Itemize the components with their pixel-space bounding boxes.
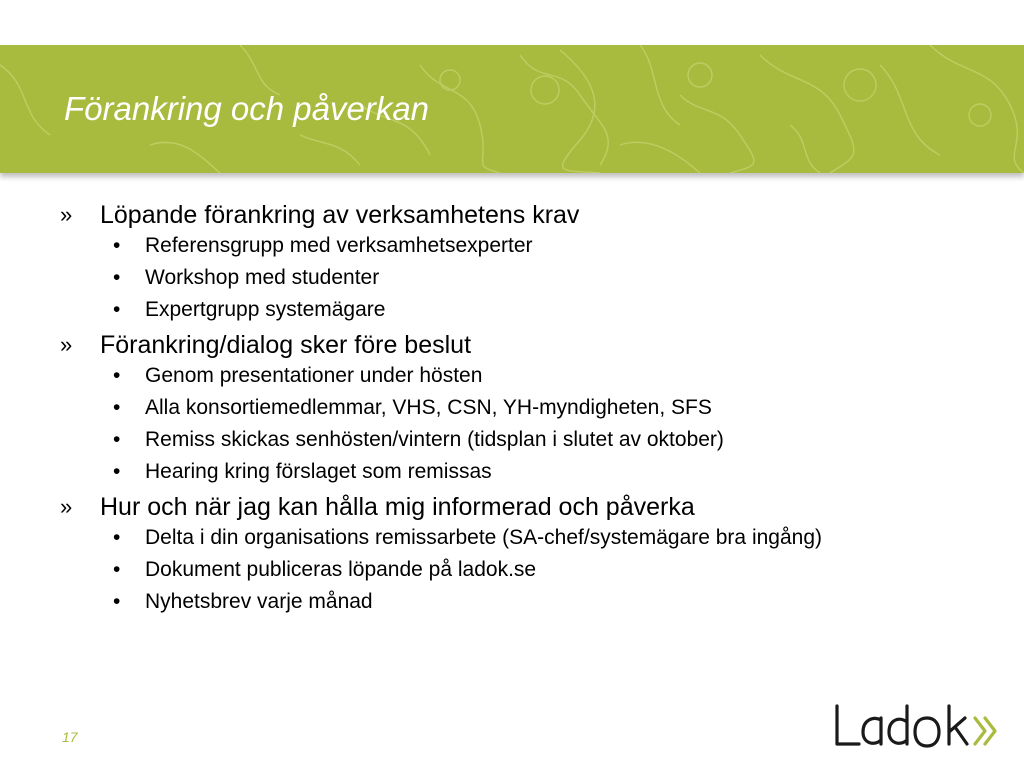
list-item-text: Löpande förankring av verksamhetens krav [100, 201, 580, 229]
list-item-text: Alla konsortiemedlemmar, VHS, CSN, YH-myndigheten, SFS [145, 396, 712, 419]
chevron-bullet-icon: » [60, 202, 73, 227]
dot-bullet-icon: • [113, 364, 121, 387]
list-item-level2 [60, 396, 935, 420]
chevron-bullet-icon: » [60, 494, 73, 519]
list-item-level2 [60, 526, 935, 550]
list-item-level2 [60, 298, 935, 322]
dot-bullet-icon: • [113, 266, 121, 289]
list-item-level2 [60, 590, 935, 614]
ladok-logo [833, 700, 1003, 750]
list-item-text: Workshop med studenter [145, 266, 380, 289]
chevron-bullet-icon: » [60, 332, 73, 357]
list-item-text: Nyhetsbrev varje månad [145, 590, 373, 613]
list-item-level1 [60, 492, 960, 522]
list-item-text: Referensgrupp med verksamhetsexperter [145, 234, 533, 257]
dot-bullet-icon: • [113, 428, 121, 451]
dot-bullet-icon: • [113, 396, 121, 419]
list-item-text: Remiss skickas senhösten/vintern (tidsplan i slutet av oktober) [145, 428, 724, 451]
list-item-level2 [60, 234, 935, 258]
slide-title: Förankring och påverkan [64, 90, 430, 127]
list-item-text: Dokument publiceras löpande på ladok.se [145, 558, 537, 581]
list-item-text: Hur och när jag kan hålla mig informerad och påverka [100, 493, 695, 521]
list-item-text: Delta i din organisations remissarbete (SA-chef/systemägare bra ingång) [145, 526, 822, 549]
dot-bullet-icon: • [113, 234, 121, 257]
bullet-list [60, 200, 960, 622]
dot-bullet-icon: • [113, 298, 121, 321]
dot-bullet-icon: • [113, 526, 121, 549]
list-item-level2 [60, 266, 935, 290]
list-item-level2 [60, 460, 935, 484]
list-item-level1 [60, 330, 960, 360]
list-item-text: Genom presentationer under hösten [145, 364, 483, 387]
dot-bullet-icon: • [113, 460, 121, 483]
list-item-level2 [60, 428, 935, 452]
list-item-text: Förankring/dialog sker före beslut [100, 331, 472, 359]
list-item-level2 [60, 558, 935, 582]
list-item-text: Hearing kring förslaget som remissas [145, 460, 492, 483]
dot-bullet-icon: • [113, 558, 121, 581]
list-item-level1 [60, 200, 960, 230]
page-number: 17 [62, 729, 78, 745]
dot-bullet-icon: • [113, 590, 121, 613]
list-item-level2 [60, 364, 935, 388]
list-item-text: Expertgrupp systemägare [145, 298, 386, 321]
